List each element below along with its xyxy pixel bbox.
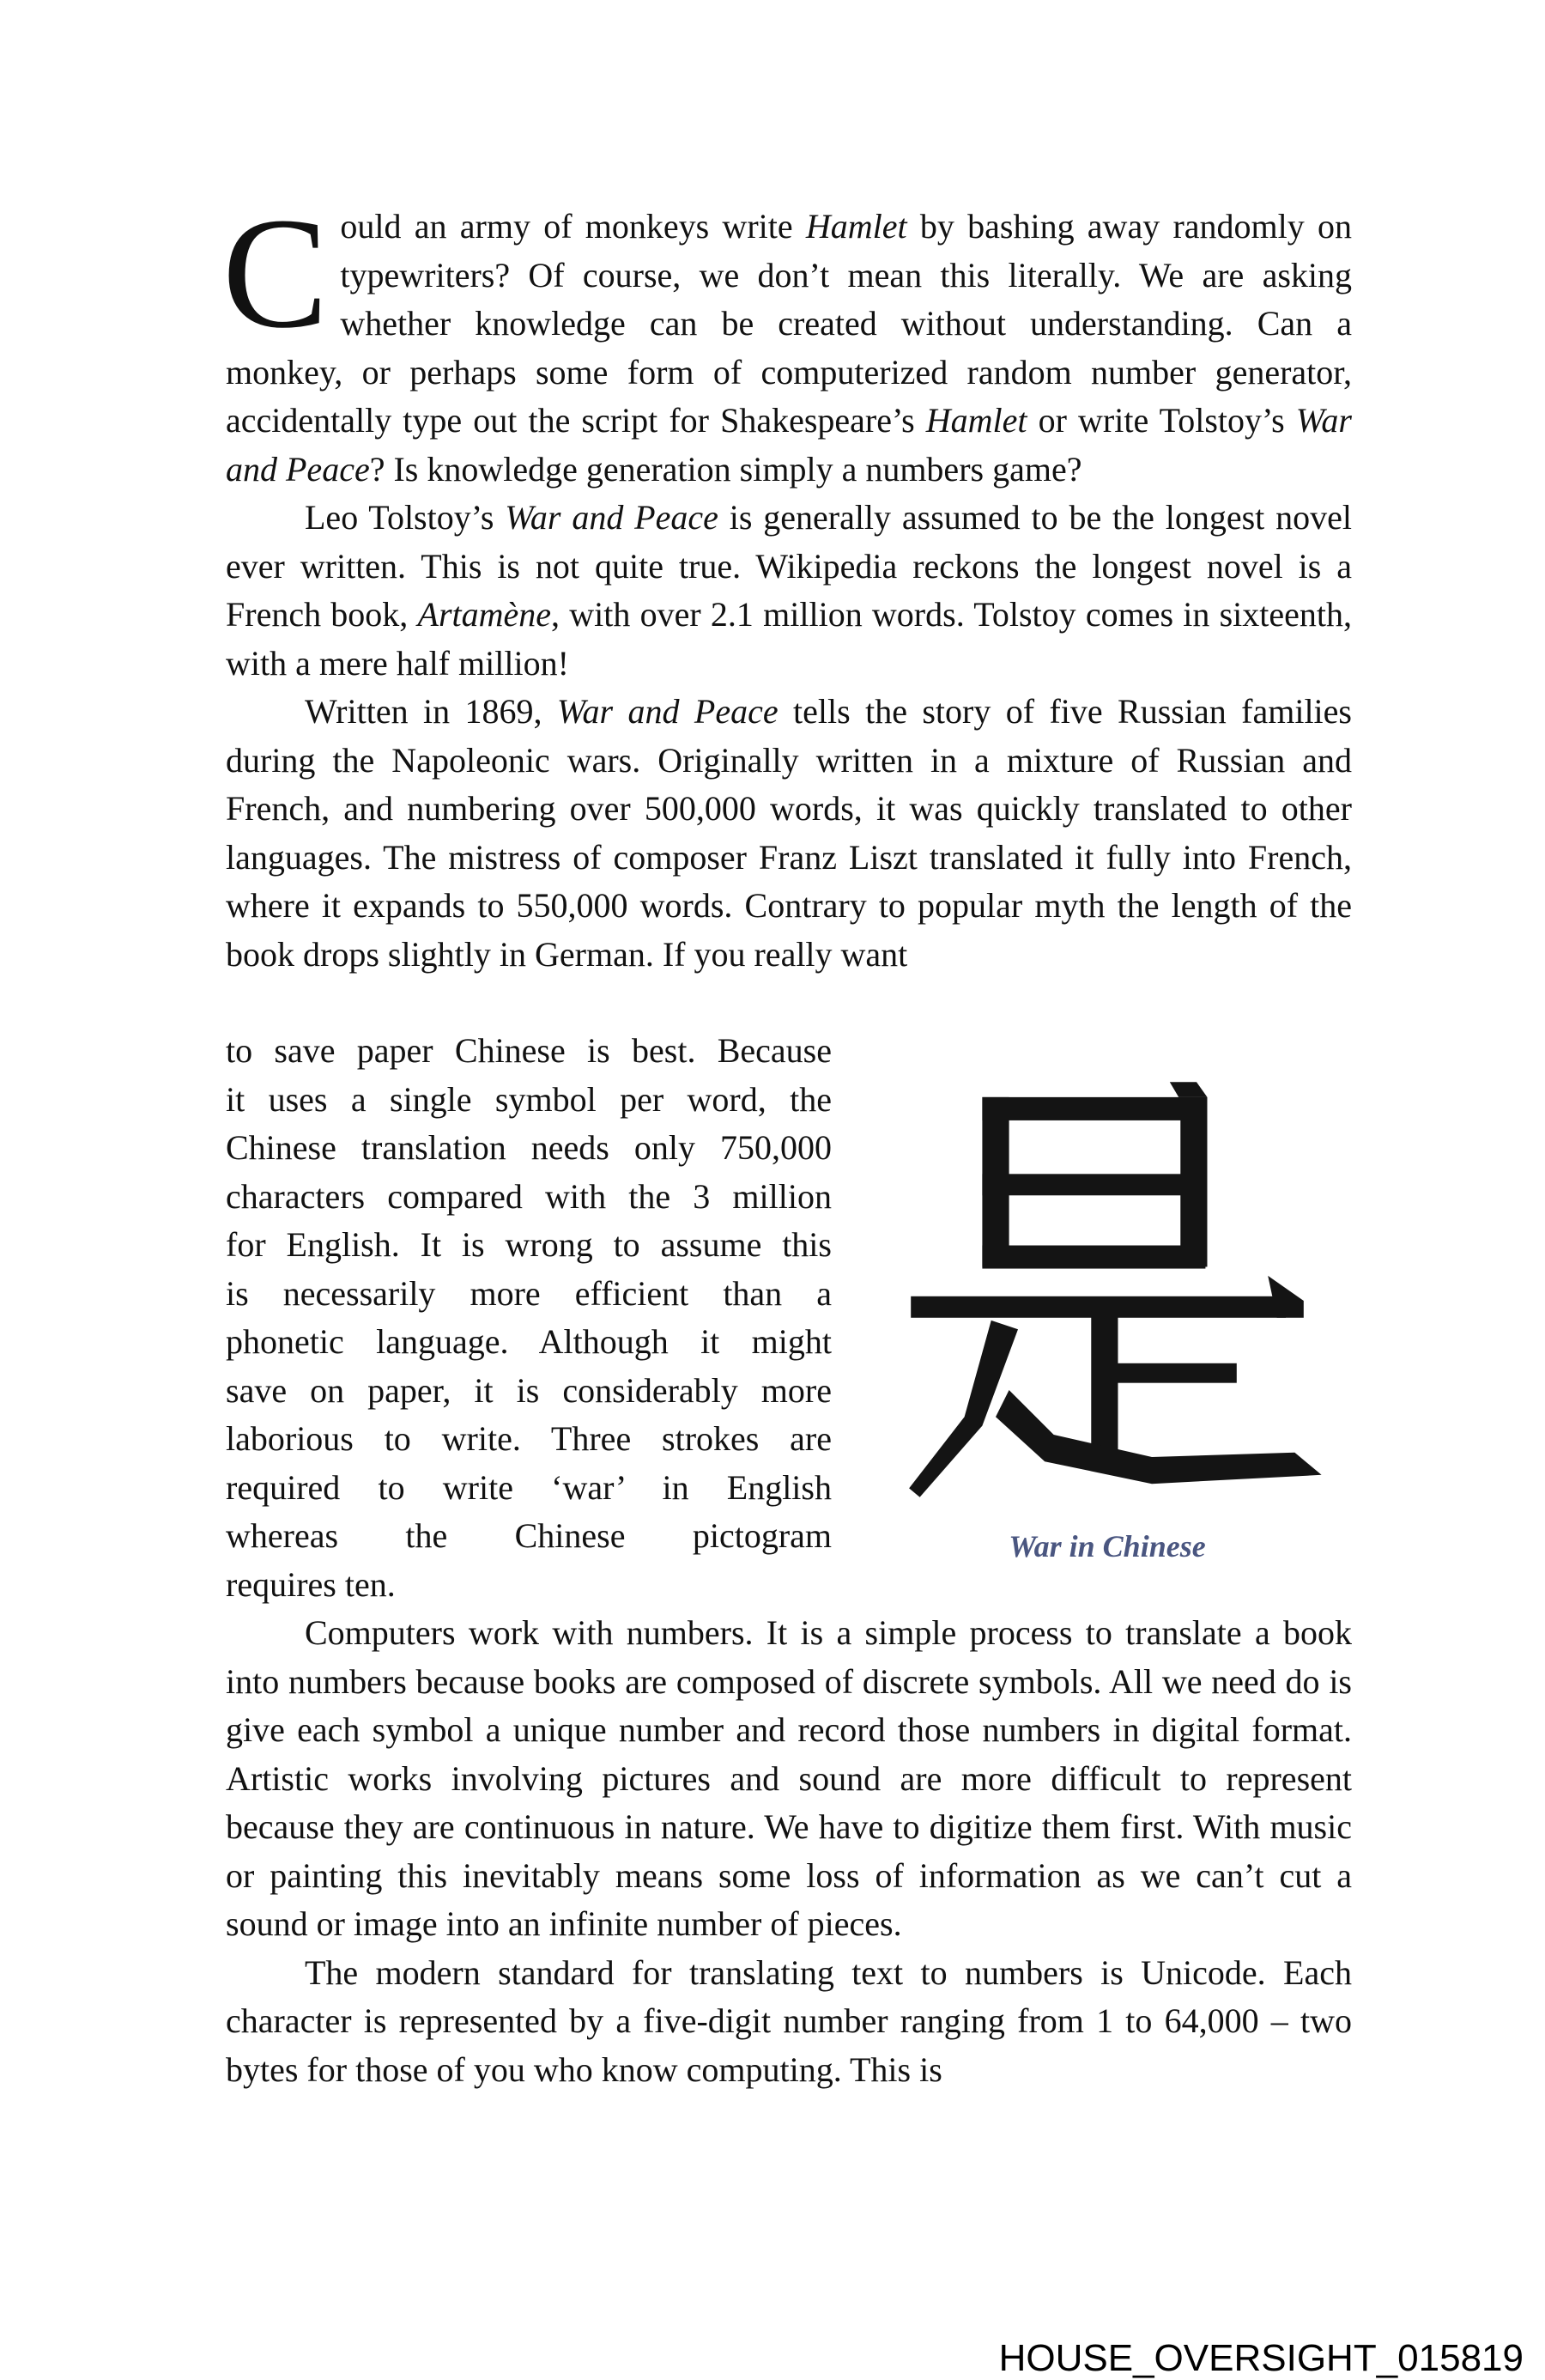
paragraph-5: The modern standard for translating text to numbers is Unicode. Each character is represented by a five-digit number ranging from 1 to 64,000 – two bytes for those of you who know computing. This is (226, 1952, 1352, 2089)
figure-caption: War in Chinese (1009, 1529, 1206, 1563)
paragraph-2 (226, 494, 1352, 688)
text-run: tells the story of five Russian families during the Napoleonic wars. Originally written in a mixture of Russian and French, and numbering over 500,000 words, it was quickly translated to other languages. The mistress of composer Franz Liszt translated it fully into French, where it expands to 550,000 words. Contrary to popular myth the length of the book drops slightly in German. If you really want (226, 692, 1352, 974)
wrap-line: it uses a single symbol per word, the (226, 1079, 832, 1119)
wrap-line: is necessarily more efficient than a (226, 1273, 832, 1313)
body-text-bottom (226, 1609, 1352, 2094)
drop-cap: C (222, 185, 329, 361)
text-run: by bashing away randomly on typewriters? Of course, we don’t mean this literally. We are asking whether knowledge can be created without understanding. Can a monkey, or perhaps some form of computerized random number generator, accidentally type out the script for Shakespeare’s (226, 207, 1352, 440)
title-hamlet: Hamlet (925, 401, 1027, 440)
wrap-line: laborious to write. Three strokes are (226, 1419, 832, 1458)
chinese-character-war-glyph (884, 1078, 1330, 1524)
title-hamlet: Hamlet (805, 207, 907, 246)
title-war-and-peace: War and Peace (556, 692, 779, 731)
text-run: or write Tolstoy’s (1027, 401, 1296, 440)
wrap-line: phonetic language. Although it might (226, 1322, 832, 1361)
title-artamene: Artamène (417, 595, 552, 634)
wrap-line: to save paper Chinese is best. Because (226, 1031, 832, 1070)
chinese-character-figure (884, 1078, 1330, 1524)
wrap-line: required to write ‘war’ in English (226, 1467, 832, 1507)
paragraph-1 (222, 185, 1352, 494)
paragraph-3 (226, 688, 1352, 979)
paragraph-4: Computers work with numbers. It is a simple process to translate a book into numbers because books are composed of discrete symbols. All we need do is give each symbol a unique number and record those numbers in digital format. Artistic works involving pictures and sound are more difficult to represent because they are continuous in nature. We have to digitize them first. With music or painting this inevitably means some loss of information as we can’t cut a sound or image into an infinite number of pieces. (226, 1613, 1352, 1943)
wrap-line: requires ten. (226, 1564, 396, 1604)
bates-stamp: HOUSE_OVERSIGHT_015819 (998, 2337, 1524, 2379)
wrap-line: Chinese translation needs only 750,000 (226, 1128, 832, 1167)
wrap-line: save on paper, it is considerably more (226, 1370, 832, 1410)
text-run: Leo Tolstoy’s (305, 498, 506, 537)
body-text-top (222, 185, 1353, 979)
text-run: ould an army of monkeys write (340, 207, 806, 246)
text-run: , with over 2.1 million words. Tolstoy comes in sixteenth, with a mere half million! (226, 595, 1353, 683)
text-wrap-around-figure (226, 1027, 832, 1609)
wrap-line: whereas the Chinese pictogram (226, 1516, 832, 1555)
text-run: ? Is knowledge generation simply a numbers game? (369, 449, 1082, 489)
wrap-line: for English. It is wrong to assume this (226, 1225, 832, 1264)
title-war-and-peace: War and Peace (505, 498, 718, 537)
title-war-and-peace: War and Peace (226, 401, 1352, 489)
text-run: is generally assumed to be the longest novel ever written. This is not quite true. Wikipedia reckons the longest novel is a French book, (226, 498, 1353, 634)
text-run: Written in 1869, (305, 692, 557, 731)
wrap-line: characters compared with the 3 million (226, 1176, 832, 1216)
